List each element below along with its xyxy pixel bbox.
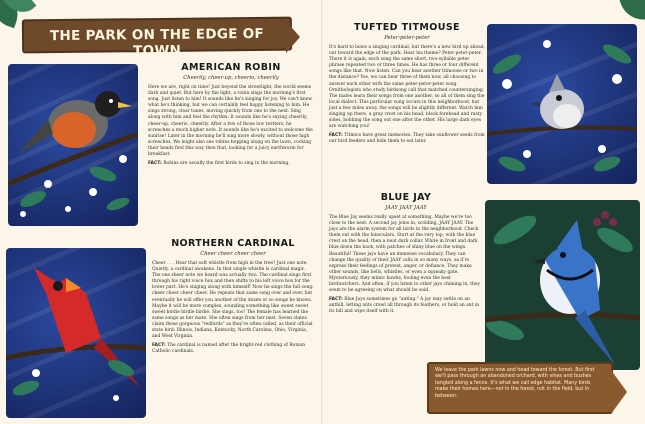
sign-text: We leave the park lawns now and head toward the forest. But first we'll pass through an abandoned orchard, with vines and bushes tangled along a fence. It's what we call edge habitat. Many birds make their homes here—not in the forest, not in the field, but in between. (435, 368, 595, 399)
fact-label: FACT: (329, 297, 343, 303)
titmouse-fact-text: Titmice have great memories. They take sunflower seeds from our bird feeders and hide them to eat later. (329, 133, 485, 145)
cardinal-fact (152, 343, 314, 355)
robin-heading: AMERICAN ROBIN (181, 62, 281, 73)
title-arrow (286, 21, 300, 53)
cardinal-body: Cheer . . . Hear that soft whistle from high in the tree? Just one note. Quietly, a cardinal awakens. In that single whistle is cardinal magic. The one sheer note we heard was actually two. The cardinal sings first through his right voice box and then shifts to his left voice box for the lower part. He's singing along with himself! Now he sings the full song: cheer cheer cheer cheer. He repeats that same song over and over, but eventually he will offer you another of the dozen or so songs he knows. Maybe it will be more complex, sounding something like sweet sweet sweet birdie birdie birdie. She sings, too! The female has learned the same songs as her mate. She often sings from her nest. Seven states claim these gorgeous "redbirds" as they're often called, as their official state bird: Illinois, Indiana, Kentucky, North Carolina, Ohio, Virginia, and West Virginia. (152, 261, 314, 340)
bluejay-song: JAAY JAAY JAAY (385, 205, 427, 211)
robin-fact-text: Robins are usually the first birds to sing in the morning. (163, 161, 290, 167)
titmouse-section (329, 22, 485, 146)
titmouse-fact (329, 133, 485, 145)
robin-fact (148, 161, 314, 167)
page-title: THE PARK ON THE EDGE OF TOWN (49, 25, 265, 60)
left-page (0, 0, 322, 424)
cardinal-icon (6, 248, 146, 418)
robin-song: Cheerily, cheer-up, cheerio, cheerily (183, 75, 279, 81)
robin-illustration (8, 64, 138, 226)
title-board (22, 17, 292, 60)
bluejay-body: The Blue Jay seems really upset at something. Maybe we're too close to the nest. A second jay joins in, scolding, JAAY JAAY. The jays are the alarm system for all birds in the neighborhood. Check them out with the binoculars. Start at the very top, with the blue crest on the head, then a neat dark collar. White in front and dark blue down the back, with patches of shiny blue on the wings. Beautiful! These jays have an immense vocabulary. They can change the quality of their JAAY calls in so many ways, as if to express their feelings of protest, anger, or defiance. They make other sounds, like bells, whistles, or even a squeaky gate. Mysteriously, they mimic hawks, fooling even the best birdwatchers. And often, if you listen to other jays chiming in, they seem to be agreeing on what should be said. (329, 215, 480, 294)
cardinal-illustration (6, 248, 146, 418)
cardinal-song: Cheer cheer cheer cheer (200, 251, 266, 257)
titmouse-icon (487, 24, 637, 184)
cardinal-fact-text: The cardinal is named after the bright-red clothing of Roman Catholic cardinals. (152, 343, 306, 355)
leaf-decoration (619, 0, 645, 26)
bluejay-fact-text: Blue Jays sometimes go "anting." A jay may settle on an anthill, letting ants crawl all through its feathers, or hold an ant in its bill and wipe itself with it. (329, 297, 480, 315)
fact-label: FACT: (152, 343, 166, 349)
fact-label: FACT: (329, 133, 343, 139)
cardinal-section (152, 238, 314, 355)
sign-arrow (611, 370, 627, 414)
bluejay-section (329, 192, 483, 316)
right-page (323, 0, 645, 424)
robin-icon (8, 64, 138, 226)
titmouse-body: It's hard to leave a singing cardinal, but there's a new bird up ahead, out toward the edge of the park. Hear his theme? Peter-peter-peter. There it is again, each song the same short, two-syllable peter phrase repeated two or three times. He has three or four different songs like that. Now listen. Can you hear another titmouse or two in the distance? Yes, we can hear three of them now, all choosing to answer each other with the same peter-peter-peter song. Ornithologists who study birdsong call that matched countersinging. The males learn their songs from one another, so all of them sing the local dialect. This particular song occurs in this neighborhood, but just a few miles away, the songs will be slightly different. Watch him singing up there, a gray crest on his head, black forehead and rusty sides, bobbing the song out one after the other. His large dark eyes are watching you! (329, 45, 485, 130)
robin-section (148, 62, 314, 167)
bluejay-heading: BLUE JAY (380, 192, 432, 203)
robin-body: Here we are, right on time! Just beyond the streetlight, the world seems dark and quiet. But here by the light, a robin sings the morning's first song. Just listen to him! It sounds like he's singing for joy. We can't know what he's thinking, but we can certainly feel happy listening to him. He sings strong, clear tunes, moving quickly from one to the next. Sing along with him and feel the rhythm: It sounds like he's saying cheerily, cheer-up, cheerio, cheerily. After a few of those low twitters, he screeches a much higher note. It sounds like he's excited to welcome the sunrise! Later in the morning he'll sing more slowly, without those high screeches. We might also see robins hopping along on the lawn, cocking their heads first this way then that, looking for a juicy earthworm for breakfast. (148, 85, 313, 158)
bluejay-icon (485, 200, 640, 370)
titmouse-song: Peter-peter-peter (384, 35, 430, 41)
bluejay-fact (329, 297, 483, 315)
titmouse-heading: TUFTED TITMOUSE (354, 22, 460, 33)
forest-sign (427, 362, 613, 414)
titmouse-illustration (487, 24, 637, 184)
fact-label: FACT: (148, 161, 162, 167)
cardinal-heading: NORTHERN CARDINAL (171, 238, 295, 249)
bluejay-illustration (485, 200, 640, 370)
